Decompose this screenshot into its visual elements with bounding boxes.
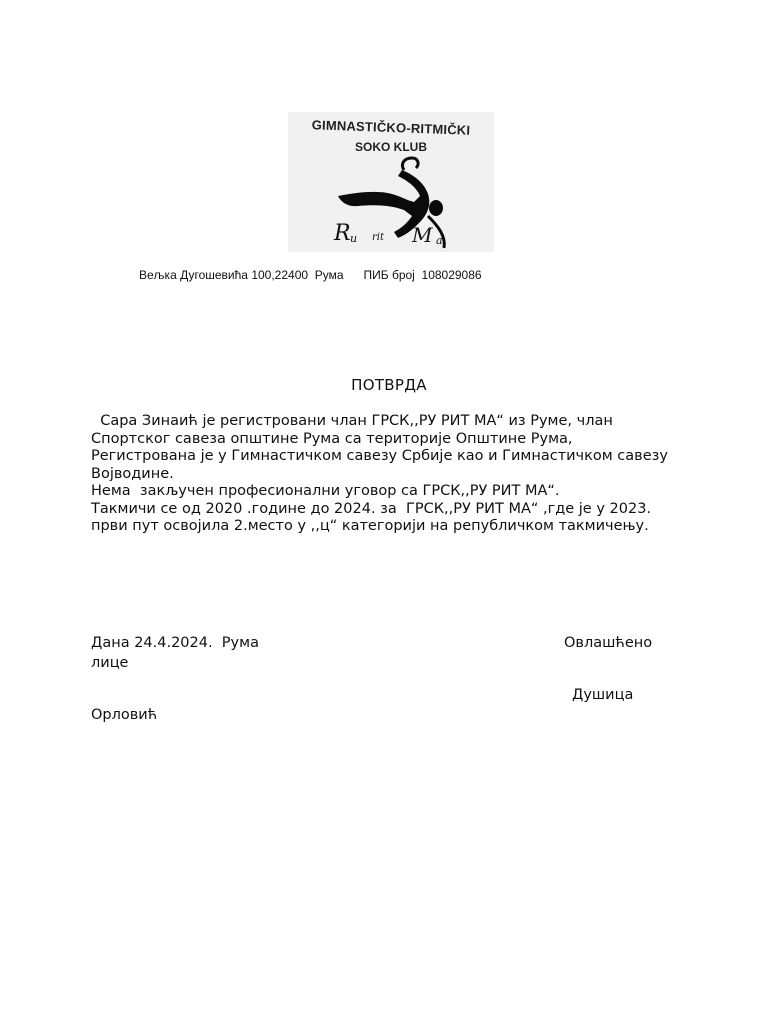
- authorized-person-label-cont: лице: [91, 655, 129, 671]
- date-place: Дана 24.4.2024. Рума: [91, 635, 259, 651]
- document-body: Сара Зинаић је регистровани члан ГРСК,,РУ РИТ МА“ из Руме, члан Спортског савеза општине Рума са територије Општине Рума, Регистрована је у Гимнастичком савезу Србије као и Гимнастичком савезу Војводине. Нема закључен професионални уговор са ГРСК,,РУ РИТ МА“. Такмичи се од 2020 .године до 2024. за ГРСК,,РУ РИТ МА“ ,где је у 2023. први пут освојила 2.место у ,,ц“ категорији на републичком такмичењу.: [91, 413, 668, 534]
- signatory-last-name: Орловић: [91, 707, 158, 723]
- club-address: Вељка Дугошевића 100,22400 Рума ПИБ број 108029086: [139, 268, 482, 282]
- svg-text:M: M: [412, 223, 433, 247]
- svg-text:R: R: [334, 221, 351, 246]
- authorized-person-label: Овлашћено: [564, 635, 653, 651]
- logo-title: GIMNASTIČKO-RITMIČKI: [311, 117, 471, 138]
- club-logo: [288, 112, 494, 252]
- logo-subtitle: SOKO KLUB: [355, 140, 427, 154]
- svg-text:u: u: [350, 232, 358, 245]
- signatory-first-name: Душица: [572, 687, 634, 703]
- svg-text:rit: rit: [372, 232, 384, 243]
- svg-text:a: a: [436, 234, 443, 247]
- document-title: ПОТВРДА: [351, 376, 427, 394]
- gymnast-logo-icon: [328, 156, 458, 252]
